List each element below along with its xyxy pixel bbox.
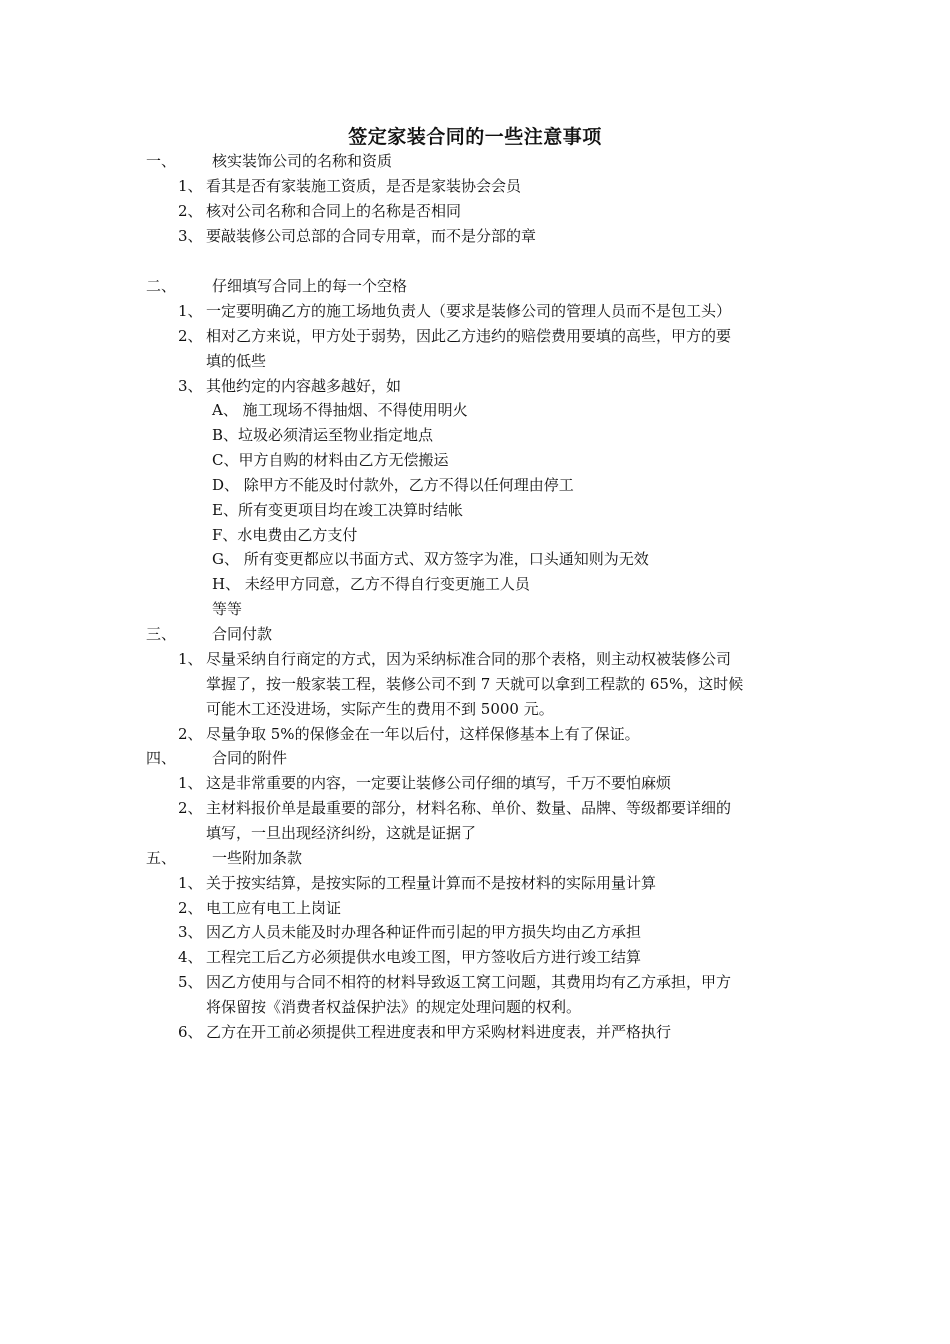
list-item-text: 因乙方人员未能及时办理各种证件而引起的甲方损失均由乙方承担 [206, 923, 642, 941]
list-item-number: 3、 [178, 227, 203, 245]
sub-item: H、 未经甲方同意，乙方不得自行变更施工人员 [212, 575, 530, 593]
list-item-text: 要敲装修公司总部的合同专用章，而不是分部的章 [206, 227, 537, 245]
list-item-number: 4、 [178, 948, 203, 966]
list-item-number: 2、 [178, 899, 203, 917]
list-item-number: 2、 [178, 202, 203, 220]
list-item-text-continued: 可能木工还没进场，实际产生的费用不到 5000 元。 [206, 700, 554, 718]
section-number: 三、 [146, 625, 177, 643]
section-heading: 核实装饰公司的名称和资质 [212, 152, 393, 170]
section-number: 一、 [146, 152, 177, 170]
section-number: 五、 [146, 849, 177, 867]
list-item-text: 一定要明确乙方的施工场地负责人（要求是装修公司的管理人员而不是包工头） [206, 302, 732, 320]
list-item-text-continued: 掌握了，按一般家装工程，装修公司不到 7 天就可以拿到工程款的 65%，这时候 [206, 675, 744, 693]
section-heading: 合同的附件 [212, 749, 288, 767]
list-item-number: 1、 [178, 177, 203, 195]
sub-item: B、垃圾必须清运至物业指定地点 [212, 426, 434, 444]
list-item-text: 工程完工后乙方必须提供水电竣工图，甲方签收后方进行竣工结算 [206, 948, 642, 966]
section-number: 四、 [146, 749, 177, 767]
list-item-number: 1、 [178, 874, 203, 892]
list-item-number: 2、 [178, 725, 203, 743]
list-item-text-continued: 填的低些 [206, 352, 267, 370]
list-item-text: 电工应有电工上岗证 [206, 899, 342, 917]
list-item-number: 1、 [178, 774, 203, 792]
sub-item: C、甲方自购的材料由乙方无偿搬运 [212, 451, 449, 469]
list-item-text: 因乙方使用与合同不相符的材料导致返工窝工问题，其费用均有乙方承担，甲方 [206, 973, 732, 991]
sub-item: 等等 [212, 600, 243, 618]
list-item-text: 关于按实结算，是按实际的工程量计算而不是按材料的实际用量计算 [206, 874, 657, 892]
list-item-number: 2、 [178, 327, 203, 345]
list-item-text: 核对公司名称和合同上的名称是否相同 [206, 202, 462, 220]
list-item-text: 乙方在开工前必须提供工程进度表和甲方采购材料进度表，并严格执行 [206, 1023, 672, 1041]
list-item-text: 主材料报价单是最重要的部分，材料名称、单价、数量、品牌、等级都要详细的 [206, 799, 732, 817]
sub-item: F、水电费由乙方支付 [212, 526, 358, 544]
list-item-text: 其他约定的内容越多越好，如 [206, 377, 402, 395]
list-item-text-continued: 将保留按《消费者权益保护法》的规定处理问题的权利。 [206, 998, 582, 1016]
section-heading: 一些附加条款 [212, 849, 303, 867]
list-item-number: 5、 [178, 973, 203, 991]
list-item-number: 3、 [178, 377, 203, 395]
section-number: 二、 [146, 277, 177, 295]
list-item-number: 3、 [178, 923, 203, 941]
list-item-text: 看其是否有家装施工资质，是否是家装协会会员 [206, 177, 522, 195]
list-item-number: 1、 [178, 650, 203, 668]
sub-item: G、 所有变更都应以书面方式、双方签字为准，口头通知则为无效 [212, 550, 649, 568]
document-title: 签定家装合同的一些注意事项 [348, 126, 602, 148]
list-item-number: 6、 [178, 1023, 203, 1041]
list-item-text-continued: 填写，一旦出现经济纠纷，这就是证据了 [206, 824, 477, 842]
list-item-number: 1、 [178, 302, 203, 320]
sub-item: E、所有变更项目均在竣工决算时结帐 [212, 501, 463, 519]
sub-item: A、 施工现场不得抽烟、不得使用明火 [212, 401, 468, 419]
section-heading: 仔细填写合同上的每一个空格 [212, 277, 408, 295]
list-item-text: 尽量采纳自行商定的方式，因为采纳标准合同的那个表格，则主动权被装修公司 [206, 650, 732, 668]
list-item-text: 这是非常重要的内容，一定要让装修公司仔细的填写，千万不要怕麻烦 [206, 774, 672, 792]
list-item-number: 2、 [178, 799, 203, 817]
section-heading: 合同付款 [212, 625, 273, 643]
sub-item: D、 除甲方不能及时付款外，乙方不得以任何理由停工 [212, 476, 574, 494]
list-item-text: 相对乙方来说，甲方处于弱势，因此乙方违约的赔偿费用要填的高些，甲方的要 [206, 327, 732, 345]
list-item-text: 尽量争取 5%的保修金在一年以后付，这样保修基本上有了保证。 [206, 725, 640, 743]
